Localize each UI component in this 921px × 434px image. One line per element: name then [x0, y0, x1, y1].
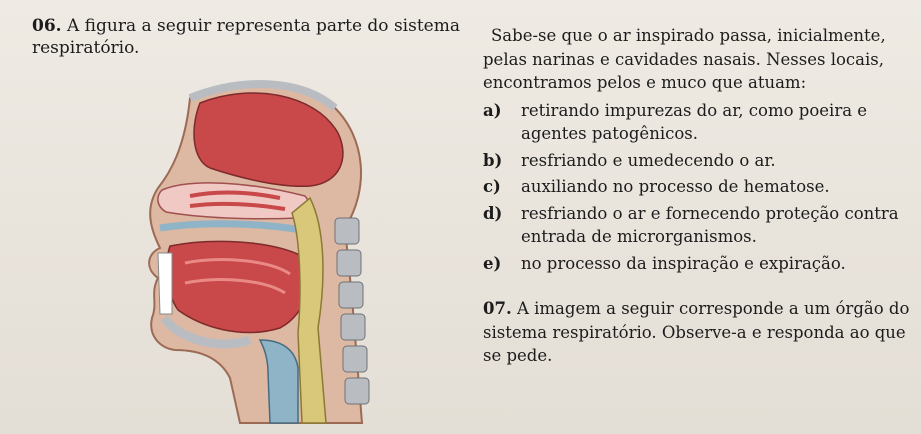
- option-d[interactable]: [483, 202, 913, 249]
- question-6-intro: Sabe-se que o ar inspirado passa, inicialmente, pelas narinas e cavidades nasais. Nesses locais, encontramos pelos e muco que atuam:: [483, 26, 886, 92]
- option-c-letter: c): [483, 177, 501, 196]
- question-7: [483, 297, 913, 368]
- right-column: [483, 24, 913, 368]
- option-a-text: retirando impurezas do ar, como poeira e agentes patogênicos.: [521, 100, 868, 143]
- option-d-text: resfriando o ar e fornecendo proteção contra entrada de microrganismos.: [521, 203, 899, 246]
- option-c-text: auxiliando no processo de hematose.: [521, 177, 830, 196]
- question-6-number: 06.: [32, 16, 62, 36]
- question-7-number: 07.: [483, 299, 512, 318]
- question-7-statement: A imagem a seguir corresponde a um órgão do sistema respiratório. Observe-a e responda ao que se pede.: [483, 299, 910, 365]
- option-b[interactable]: [483, 149, 913, 173]
- question-6-statement: A figura a seguir representa parte do sistema respiratório.: [32, 16, 460, 58]
- option-e[interactable]: [483, 252, 913, 276]
- option-e-text: no processo da inspiração e expiração.: [521, 253, 846, 273]
- option-d-letter: d): [483, 203, 503, 223]
- option-a-letter: a): [483, 100, 502, 120]
- question-6-heading: [32, 15, 482, 59]
- option-e-letter: e): [483, 253, 502, 273]
- option-b-letter: b): [483, 150, 503, 170]
- respiratory-system-figure: [130, 78, 470, 426]
- head-sagittal-section-illustration: [130, 78, 470, 426]
- option-a[interactable]: [483, 99, 913, 146]
- option-c[interactable]: [483, 175, 913, 199]
- option-b-text: resfriando e umedecendo o ar.: [521, 150, 776, 170]
